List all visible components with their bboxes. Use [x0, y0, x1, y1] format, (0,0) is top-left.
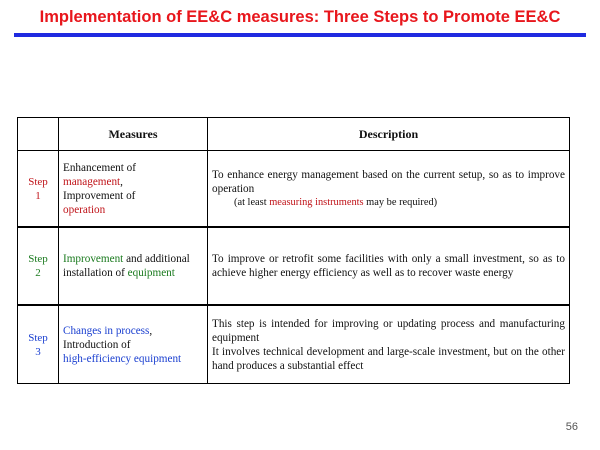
header-step [18, 118, 59, 151]
description-text: To improve or retrofit some facilities with only a small investment, so as to achieve higher energy efficiency as well as to recover waste energy [212, 253, 565, 279]
header-row [18, 118, 570, 151]
header-description: Description [208, 118, 570, 151]
measure-highlight: high-efficiency equipment [63, 352, 182, 365]
step-3-label [18, 305, 59, 384]
step-number: 1 [35, 189, 41, 202]
description-text: It involves technical development and large-scale investment, but on the other hand produces a substantial effect [212, 345, 565, 372]
measures-table [17, 117, 570, 384]
page-number: 56 [565, 421, 578, 433]
step-2-description [208, 227, 570, 305]
step-2-measures [59, 227, 208, 305]
description-note [212, 196, 565, 210]
table-row-step-3 [18, 305, 570, 384]
measure-highlight: Changes in process [63, 324, 150, 337]
measure-highlight: Improvement [63, 253, 124, 265]
title-underline [14, 33, 586, 37]
header-measures: Measures [59, 118, 208, 151]
measure-text: and additional installation of [63, 253, 190, 279]
step-2-label [18, 227, 59, 305]
measure-text: Improvement of [63, 189, 136, 202]
step-3-measures [59, 305, 208, 384]
step-number: 2 [35, 267, 41, 279]
description-text: To enhance energy management based on the current setup, so as to improve operation [212, 168, 565, 195]
note-text: may be required) [363, 196, 438, 208]
description-text: This step is intended for improving or updating process and manufacturing equipment [212, 317, 565, 344]
step-3-description [208, 305, 570, 384]
step-word: Step [28, 331, 48, 344]
measure-text: , [120, 175, 123, 188]
step-1-label [18, 151, 59, 228]
measure-highlight: operation [63, 203, 106, 216]
table-row-step-2 [18, 227, 570, 305]
measure-highlight: equipment [127, 267, 175, 279]
table-row-step-1 [18, 151, 570, 228]
step-1-description [208, 151, 570, 228]
measure-text: Introduction of [63, 338, 131, 351]
step-word: Step [28, 175, 48, 188]
note-highlight: measuring instruments [269, 196, 364, 208]
measure-highlight: management [63, 175, 121, 188]
slide-title: Implementation of EE&C measures: Three Steps to Promote EE&C [39, 8, 561, 26]
note-text: (at least [234, 196, 270, 208]
step-1-measures [59, 151, 208, 228]
measure-text: , [149, 324, 153, 337]
measure-text: Enhancement of [63, 161, 136, 174]
step-word: Step [28, 253, 48, 265]
step-number: 3 [35, 345, 41, 358]
